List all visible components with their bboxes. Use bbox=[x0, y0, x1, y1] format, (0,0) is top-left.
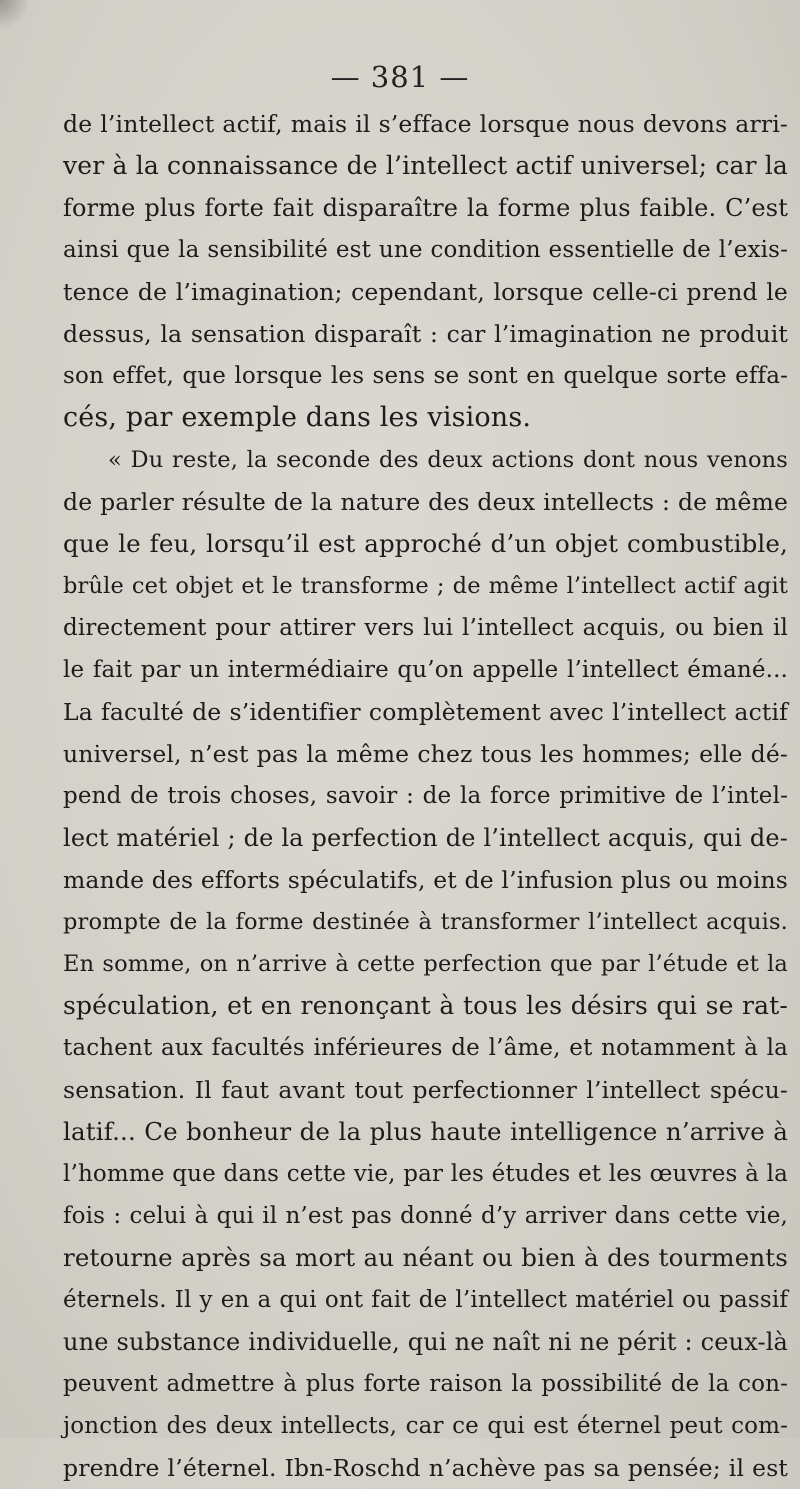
text-line: le fait par un intermédiaire qu’on appelle l’intellect émané... bbox=[63, 657, 788, 683]
body-text bbox=[63, 103, 788, 1489]
text-line: cés, par exemple dans les visions. bbox=[63, 402, 532, 433]
text-line: mande des efforts spéculatifs, et de l’infusion plus ou moins bbox=[63, 866, 788, 894]
text-line: ver à la connaissance de l’intellect actif universel; car la bbox=[63, 151, 788, 180]
text-line: La faculté de s’identifier complètement avec l’intellect actif bbox=[63, 698, 788, 726]
text-line: lect matériel ; de la perfection de l’intellect acquis, qui de- bbox=[63, 824, 788, 852]
text-line: pend de trois choses, savoir : de la force primitive de l’intel- bbox=[63, 783, 788, 809]
text-line: prompte de la forme destinée à transformer l’intellect acquis. bbox=[63, 909, 788, 935]
text-line: En somme, on n’arrive à cette perfection que par l’étude et la bbox=[63, 951, 788, 977]
text-line: spéculation, et en renonçant à tous les désirs qui se rat- bbox=[63, 991, 788, 1020]
text-line: éternels. Il y en a qui ont fait de l’intellect matériel ou passif bbox=[63, 1287, 788, 1313]
text-line: dessus, la sensation disparaît : car l’imagination ne produit bbox=[63, 320, 788, 348]
text-line: fois : celui à qui il n’est pas donné d’y arriver dans cette vie, bbox=[63, 1203, 788, 1229]
text-line: une substance individuelle, qui ne naît ni ne périt : ceux-là bbox=[63, 1328, 788, 1356]
text-line-paragraph-start: « Du reste, la seconde des deux actions dont nous venons bbox=[108, 447, 788, 473]
text-line: jonction des deux intellects, car ce qui est éternel peut com- bbox=[63, 1413, 788, 1439]
text-line: peuvent admettre à plus forte raison la possibilité de la con- bbox=[63, 1371, 788, 1397]
text-line: brûle cet objet et le transforme ; de même l’intellect actif agit bbox=[63, 573, 788, 599]
text-line: sensation. Il faut avant tout perfectionner l’intellect spécu- bbox=[63, 1076, 788, 1104]
text-line: l’homme que dans cette vie, par les études et les œuvres à la bbox=[63, 1161, 788, 1187]
text-line: directement pour attirer vers lui l’intellect acquis, ou bien il bbox=[63, 615, 788, 641]
text-line: tachent aux facultés inférieures de l’âme, et notamment à la bbox=[63, 1035, 788, 1061]
page-number: — 381 — bbox=[330, 60, 470, 94]
page-corner-shadow bbox=[0, 0, 30, 30]
text-line: latif... Ce bonheur de la plus haute intelligence n’arrive à bbox=[63, 1117, 788, 1146]
text-line: son effet, que lorsque les sens se sont en quelque sorte effa- bbox=[63, 363, 788, 389]
text-line: retourne après sa mort au néant ou bien à des tourments bbox=[63, 1243, 788, 1272]
text-line: universel, n’est pas la même chez tous les hommes; elle dé- bbox=[63, 740, 788, 768]
text-line: ainsi que la sensibilité est une condition essentielle de l’exis- bbox=[63, 237, 788, 263]
text-line: tence de l’imagination; cependant, lorsque celle-ci prend le bbox=[63, 278, 788, 306]
text-line: forme plus forte fait disparaître la forme plus faible. C’est bbox=[63, 194, 788, 222]
text-line: de parler résulte de la nature des deux intellects : de même bbox=[63, 488, 788, 516]
text-line: prendre l’éternel. Ibn-Roschd n’achève pas sa pensée; il est bbox=[63, 1454, 788, 1482]
text-line: que le feu, lorsqu’il est approché d’un objet combustible, bbox=[63, 529, 788, 558]
text-line: de l’intellect actif, mais il s’efface lorsque nous devons arri- bbox=[63, 110, 788, 138]
